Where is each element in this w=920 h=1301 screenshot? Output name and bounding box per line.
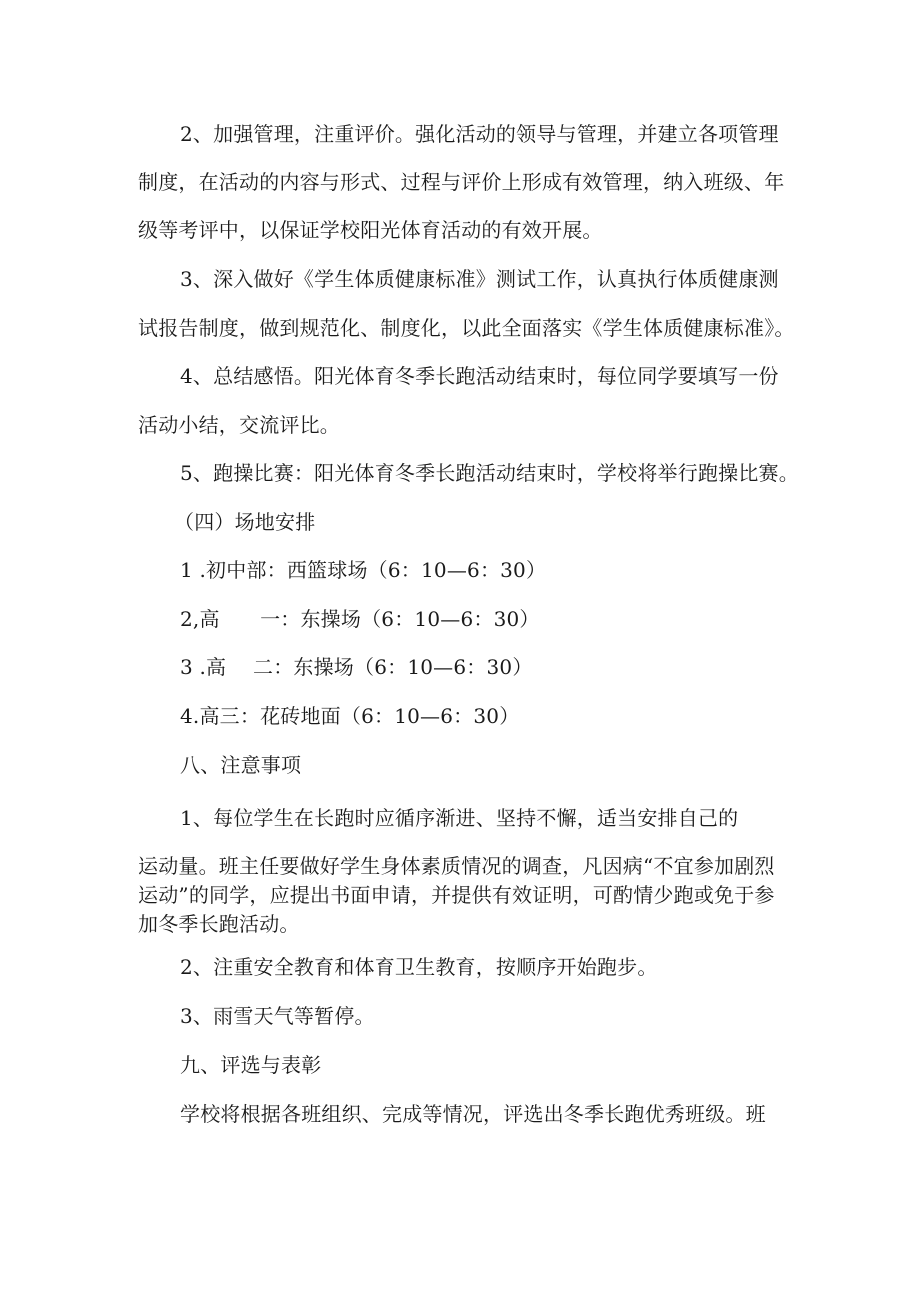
schedule-item: 3 .高 二：东操场（6：10—6：30） xyxy=(180,655,533,679)
paragraph-line: 级等考评中，以保证学校阳光体育活动的有效开展。 xyxy=(138,218,603,242)
paragraph-line: 加冬季长跑活动。 xyxy=(138,912,300,936)
paragraph-line: 5、跑操比赛：阳光体育冬季长跑活动结束时，学校将举行跑操比赛。 xyxy=(180,461,799,485)
schedule-item: 1 .初中部：西篮球场（6：10—6：30） xyxy=(180,558,547,582)
paragraph-line: 活动小结，交流评比。 xyxy=(138,413,340,437)
section-heading: （四）场地安排 xyxy=(174,510,316,534)
paragraph-line: 2、注重安全教育和体育卫生教育，按顺序开始跑步。 xyxy=(180,955,658,979)
paragraph-line: 3、深入做好《学生体质健康标准》测试工作，认真执行体质健康测 xyxy=(180,267,779,291)
paragraph-line: 学校将根据各班组织、完成等情况，评选出冬季长跑优秀班级。班 xyxy=(180,1102,766,1126)
paragraph-line: 3、雨雪天气等暂停。 xyxy=(180,1004,375,1028)
schedule-item: 4.高三：花砖地面（6：10—6：30） xyxy=(180,704,520,728)
paragraph-line: 4、总结感悟。阳光体育冬季长跑活动结束时，每位同学要填写一份 xyxy=(180,364,779,388)
paragraph-line: 制度，在活动的内容与形式、过程与评价上形成有效管理，纳入班级、年 xyxy=(138,170,785,194)
paragraph-line: 运动”的同学，应提出书面申请，并提供有效证明，可酌情少跑或免于参 xyxy=(138,883,775,907)
paragraph-line: 试报告制度，做到规范化、制度化，以此全面落实《学生体质健康标准》。 xyxy=(138,316,795,340)
section-heading: 九、评选与表彰 xyxy=(180,1053,322,1077)
paragraph-line: 1、每位学生在长跑时应循序渐进、坚持不懈，适当安排自己的 xyxy=(180,806,739,830)
paragraph-line: 2、加强管理，注重评价。强化活动的领导与管理，并建立各项管理 xyxy=(180,122,779,146)
schedule-item: 2,高 一：东操场（6：10—6：30） xyxy=(180,607,540,631)
section-heading: 八、注意事项 xyxy=(180,753,302,777)
paragraph-line: 运动量。班主任要做好学生身体素质情况的调查，凡因病“不宜参加剧烈 xyxy=(138,854,775,878)
